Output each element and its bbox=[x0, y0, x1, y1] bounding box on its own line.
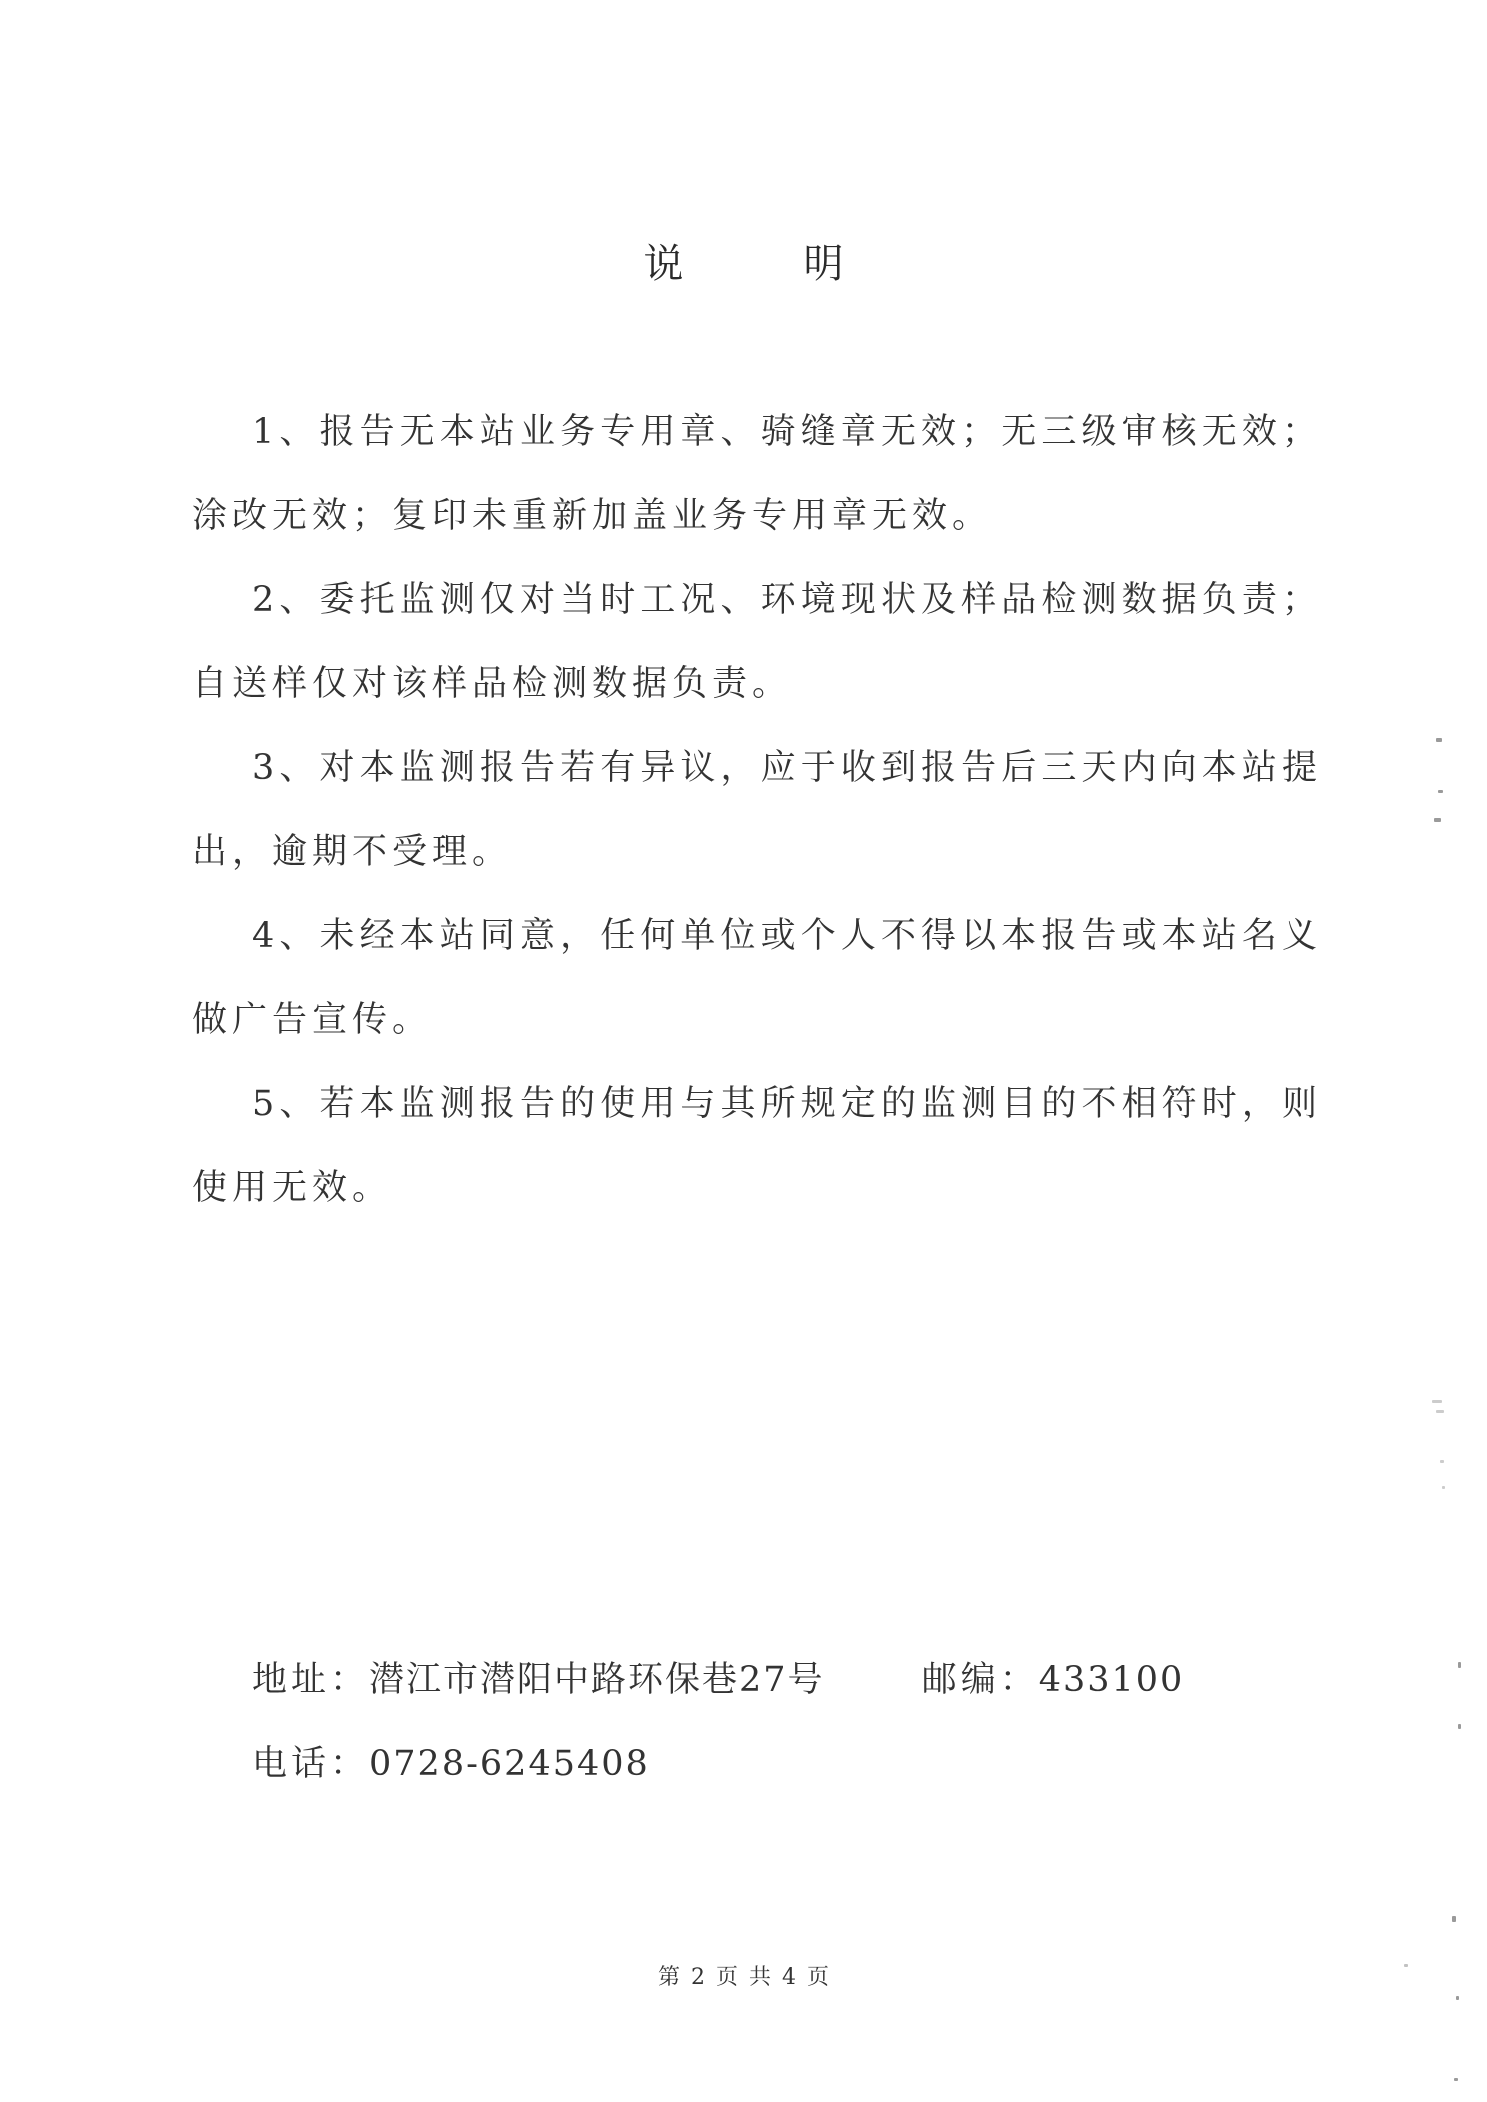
scan-speck bbox=[1458, 1662, 1461, 1668]
page-footer: 第 2 页 共 4 页 bbox=[658, 1965, 829, 1990]
scan-speck bbox=[1432, 1400, 1442, 1403]
scan-speck bbox=[1404, 1964, 1408, 1967]
scan-speck bbox=[1454, 2078, 1458, 2081]
notes-list bbox=[192, 390, 1322, 1230]
postcode-label: 邮编： bbox=[921, 1660, 1039, 1700]
postcode-value: 433100 bbox=[1038, 1660, 1185, 1700]
note-item-2: 2、委托监测仅对当时工况、环境现状及样品检测数据负责；自送样仅对该样品检测数据负责。 bbox=[192, 580, 1322, 704]
note-item-1: 1、报告无本站业务专用章、骑缝章无效；无三级审核无效；涂改无效；复印未重新加盖业务专用章无效。 bbox=[192, 412, 1322, 536]
scan-speck bbox=[1434, 818, 1441, 822]
page-title: 说 明 bbox=[643, 241, 884, 287]
scan-speck bbox=[1456, 1996, 1459, 2000]
phone-line bbox=[252, 1736, 650, 1786]
address-value: 潜江市潜阳中路环保巷27号 bbox=[369, 1660, 825, 1700]
address-line bbox=[252, 1652, 1184, 1702]
scan-speck bbox=[1438, 790, 1443, 793]
note-item-4: 4、未经本站同意，任何单位或个人不得以本报告或本站名义做广告宣传。 bbox=[192, 916, 1322, 1040]
scan-speck bbox=[1436, 1410, 1444, 1413]
scan-speck bbox=[1452, 1916, 1456, 1922]
address-label: 地址： bbox=[252, 1660, 370, 1700]
phone-label: 电话： bbox=[252, 1744, 370, 1784]
scan-speck bbox=[1440, 1460, 1444, 1463]
note-item-5: 5、若本监测报告的使用与其所规定的监测目的不相符时，则使用无效。 bbox=[192, 1084, 1322, 1208]
scan-speck bbox=[1436, 738, 1442, 742]
phone-value: 0728-6245408 bbox=[369, 1744, 650, 1784]
scan-speck bbox=[1442, 1486, 1445, 1489]
scan-speck bbox=[1458, 1724, 1461, 1729]
note-item-3: 3、对本监测报告若有异议，应于收到报告后三天内向本站提出，逾期不受理。 bbox=[192, 748, 1322, 872]
